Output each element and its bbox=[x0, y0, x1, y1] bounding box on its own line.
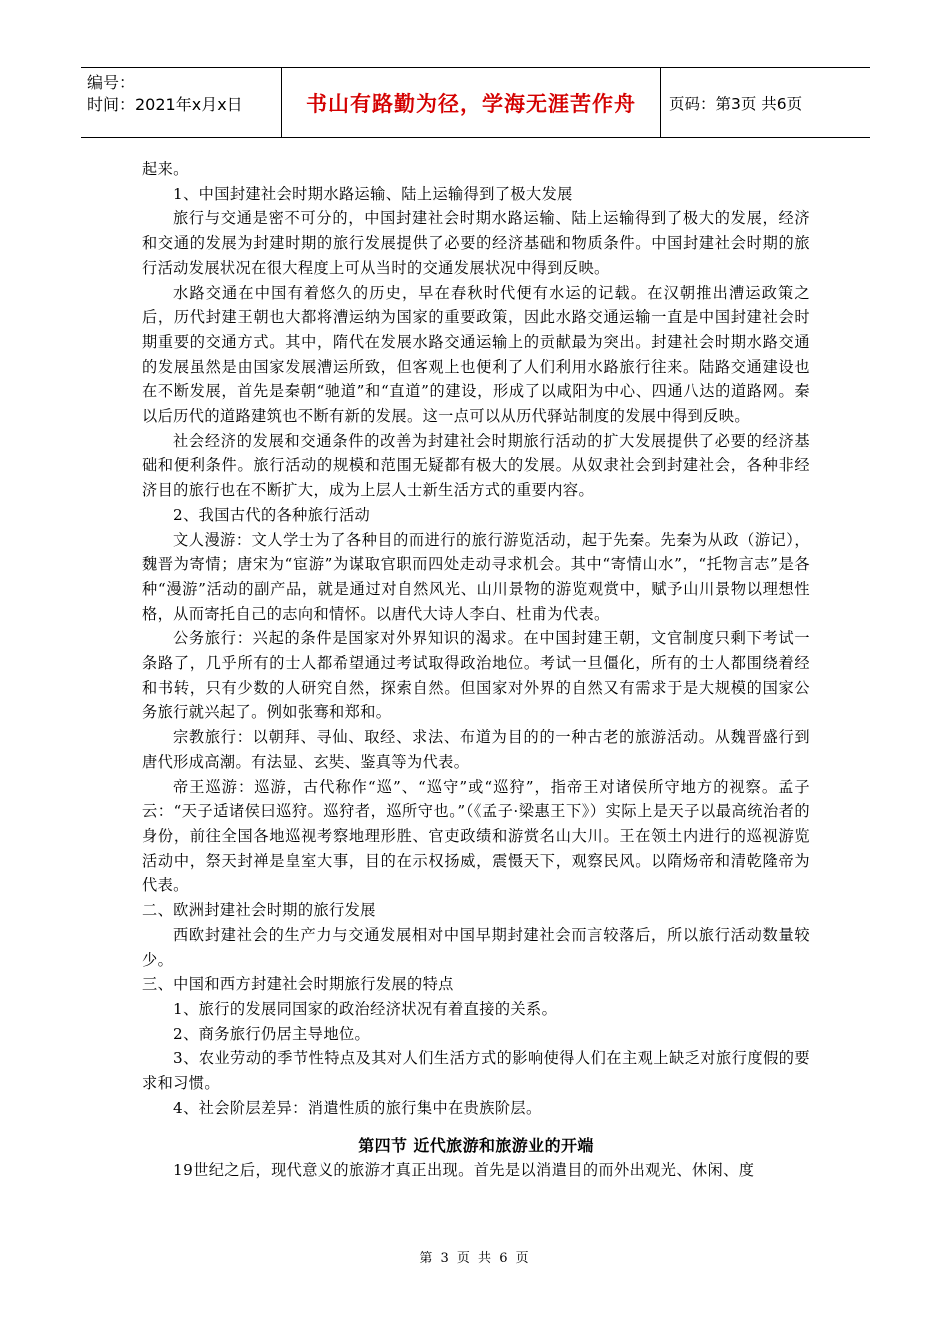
paragraph: 旅行与交通是密不可分的，中国封建社会时期水路运输、陆上运输得到了极大的发展，经济和交通的发展为封建时期的旅行发展提供了必要的经济基础和物质条件。中国封建社会时期的旅行活动发展状况在很大程度上可从当时的交通发展状况中得到反映。 bbox=[142, 209, 810, 277]
paragraph: 公务旅行：兴起的条件是国家对外界知识的渴求。在中国封建王朝，文官制度只剩下考试一条路了，几乎所有的士人都希望通过考试取得政治地位。考试一旦僵化，所有的士人都围绕着经和书转，只有少数的人研究自然，探索自然。但国家对外界的自然又有需求于是大规模的国家公务旅行就兴起了。例如张骞和郑和。 bbox=[142, 629, 810, 722]
page-footer: 第 3 页 共 6 页 bbox=[419, 1251, 531, 1266]
header-motto: 书山有路勤为径，学海无涯苦作舟 bbox=[281, 68, 661, 137]
paragraph: 2、我国古代的各种旅行活动 bbox=[173, 505, 371, 524]
paragraph: 社会经济的发展和交通条件的改善为封建社会时期旅行活动的扩大发展提供了必要的经济基础和便利条件。旅行活动的规模和范围无疑都有极大的发展。从奴隶社会到封建社会，各种非经济目的旅行也在不断扩大，成为上层人士新生活方式的重要内容。 bbox=[142, 431, 810, 500]
paragraph: 文人漫游：文人学士为了各种目的而进行的旅行游览活动，起于先秦。先秦为从政（游记），魏晋为寄情；唐宋为“宦游”为谋取官职而四处走动寻求机会。其中“寄情山水”，“托物言志”是各种“漫游”活动的副产品，就是通过对自然风光、山川景物的游览观赏中，赋予山川景物以理想性格，从而寄托自己的志向和情怀。以唐代大诗人李白、杜甫为代表。 bbox=[142, 530, 810, 623]
heading: 三、中国和西方封建社会时期旅行发展的特点 bbox=[142, 975, 454, 994]
date-label: 时间：2021年x月x日 bbox=[87, 95, 243, 114]
paragraph: 4、社会阶层差异：消遣性质的旅行集中在贵族阶层。 bbox=[173, 1098, 542, 1117]
paragraph: 起来。 bbox=[142, 160, 189, 178]
header-meta bbox=[81, 68, 281, 137]
paragraph: 3、农业劳动的季节性特点及其对人们生活方式的影响使得人们在主观上缺乏对旅行度假的要求和习惯。 bbox=[142, 1049, 810, 1093]
paragraph: 1、旅行的发展同国家的政治经济状况有着直接的关系。 bbox=[173, 999, 558, 1018]
paragraph: 水路交通在中国有着悠久的历史，早在春秋时代便有水运的记载。在汉朝推出漕运政策之后，历代封建王朝也大都将漕运纳为国家的重要政策，因此水路交通运输一直是中国封建社会时期重要的交通方式。其中，隋代在发展水路交通运输上的贡献最为突出。封建社会时期水路交通的发展虽然是由国家发展漕运所致，但客观上也便利了人们利用水路旅行往来。陆路交通建设也在不断发展，首先是秦朝“驰道”和“直道”的建设，形成了以咸阳为中心、四通八达的道路网。秦以后历代的道路建筑也不断有新的发展。这一点可以从历代驿站制度的发展中得到反映。 bbox=[142, 283, 810, 426]
paragraph: 2、商务旅行仍居主导地位。 bbox=[173, 1024, 371, 1043]
document-body bbox=[142, 157, 810, 1183]
paragraph: 19世纪之后，现代意义的旅游才真正出现。首先是以消遣目的而外出观光、休闲、度 bbox=[173, 1161, 755, 1180]
paragraph: 西欧封建社会的生产力与交通发展相对中国早期封建社会而言较落后，所以旅行活动数量较少。 bbox=[142, 925, 810, 969]
number-label: 编号： bbox=[87, 73, 136, 92]
paragraph: 宗教旅行：以朝拜、寻仙、取经、求法、布道为目的的一种古老的旅游活动。从魏晋盛行到唐代形成高潮。有法显、玄奘、鉴真等为代表。 bbox=[142, 728, 810, 771]
section-title: 第四节 近代旅游和旅游业的开端 bbox=[358, 1136, 594, 1156]
paragraph: 帝王巡游：巡游，古代称作“巡”、“巡守”或“巡狩”，指帝王对诸侯所守地方的视察。孟子云：“天子适诸侯曰巡狩。巡狩者，巡所守也。”（《孟子·梁惠王下》）实际上是天子以最高统治者的身份，前往全国各地巡视考察地理形胜、官吏政绩和游赏名山大川。王在领土内进行的巡视游览活动中，祭天封禅是皇室大事，目的在示权扬威，震慑天下，观察民风。以隋炀帝和清乾隆帝为代表。 bbox=[142, 777, 810, 895]
page-header bbox=[81, 67, 870, 138]
heading: 二、欧洲封建社会时期的旅行发展 bbox=[142, 901, 376, 920]
paragraph: 1、中国封建社会时期水路运输、陆上运输得到了极大发展 bbox=[173, 184, 573, 203]
header-page-info: 页码：第3页 共6页 bbox=[669, 94, 803, 113]
